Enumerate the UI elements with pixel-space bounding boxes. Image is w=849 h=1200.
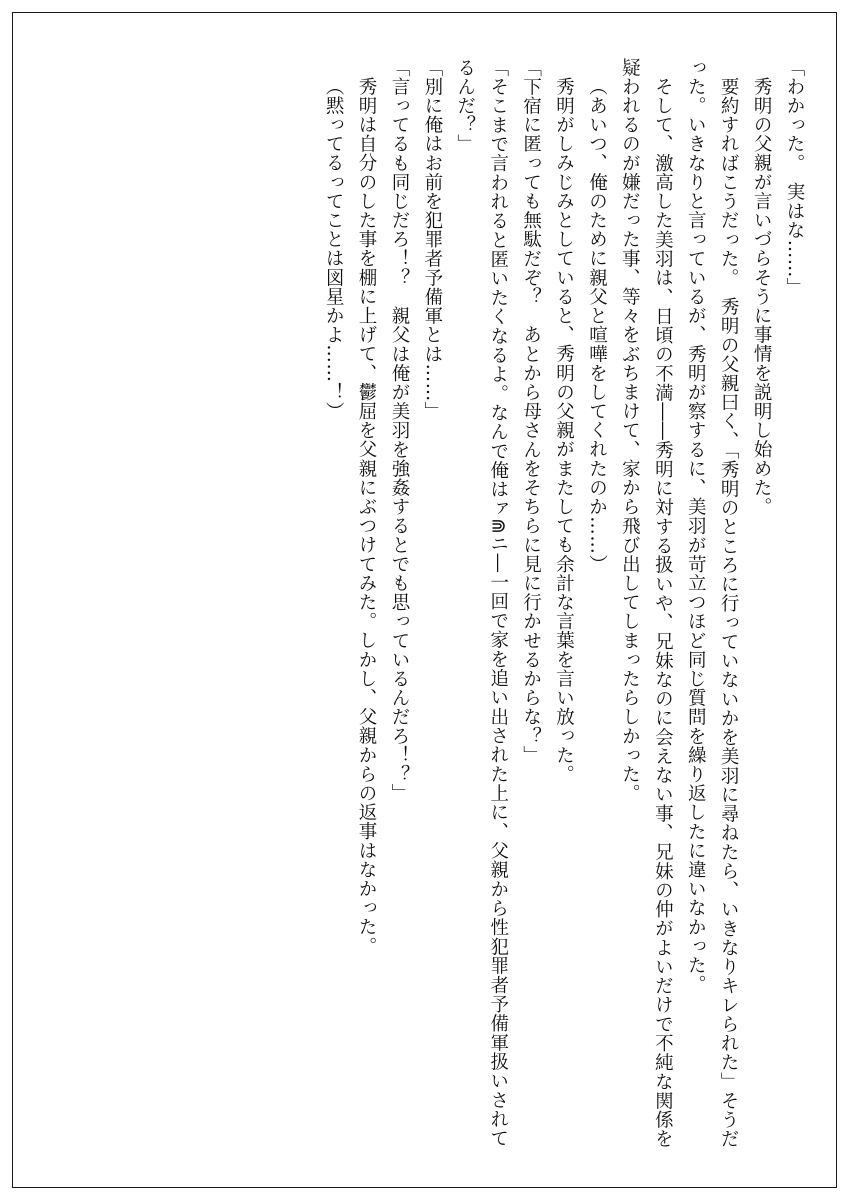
paragraph: （黙ってるってことは図星かよ……！） — [323, 76, 345, 421]
paragraph: 要約すればこうだった。 秀明の父親曰く、「秀明のところに行っていないかを美羽に尋ねたら、いきなりキレられた」そうだった。いきなりと言っているが、秀明が察するに、美羽が苛立つほど同じ質問を繰り返したに違いなかった。 — [685, 58, 740, 1148]
paragraph: 「わかった。 実はな……」 — [784, 58, 805, 298]
paragraph: （あいつ、俺のために親父と喧嘩をしてくれたのか……） — [586, 76, 608, 574]
paragraph: 「そこまで言われると匿いたくなるよ。なんで俺はァ⋒ニ―一回で家を追い出された上に、父親から性犯罪者予備軍扱いされてるんだ？」 — [454, 58, 509, 1148]
paragraph: 「別に俺はお前を犯罪者予備軍とは……」 — [421, 58, 443, 421]
paragraph: 「下宿に匿っても無駄だぞ？ あとから母さんをそちらに見に行かせるからな？」 — [520, 58, 542, 765]
paragraph: そして、激高した美羽は、日頃の不満――秀明に対する扱いや、兄妹なのに会えない事、兄妹の仲がよいだけで不純な関係を疑われるのが嫌だった事、等々をぶちまけて、家から飛び出してしまったらしかった。 — [619, 58, 674, 1148]
novel-body-text — [40, 58, 810, 1148]
paragraph: 秀明は自分のした事を棚に上げて、鬱屈を父親にぶつけてみた。しかし、父親からの返事はなかった。 — [356, 76, 378, 956]
paragraph: 秀明の父親が言いづらそうに事情を説明し始めた。 — [751, 76, 773, 516]
paragraph: 「言ってるも同じだろ！？ 親父は俺が美羽を強姦するとでも思っているんだろ！？」 — [388, 58, 410, 803]
paragraph: 秀明がしみじみとしていると、秀明の父親がまたしても余計な言葉を言い放った。 — [553, 76, 575, 784]
